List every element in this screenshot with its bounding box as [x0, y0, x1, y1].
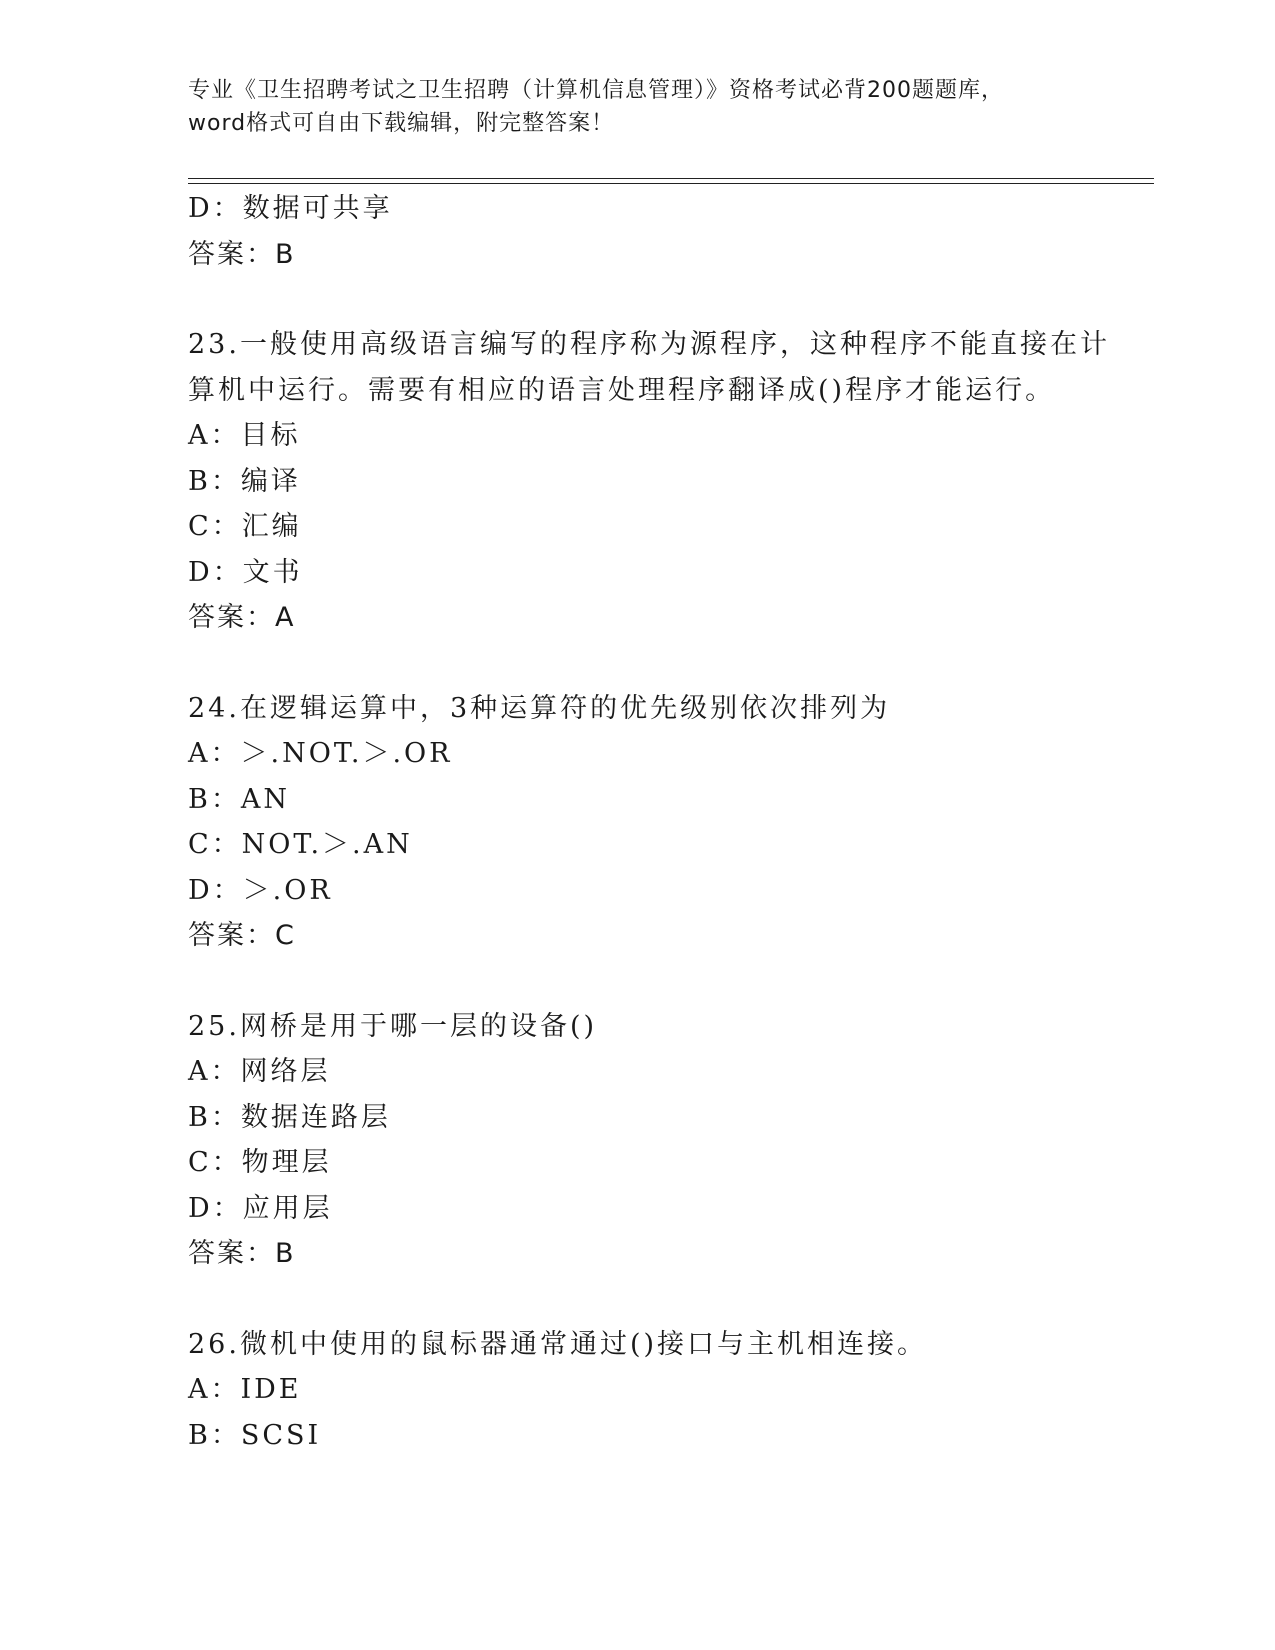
- option-b: B：数据连路层: [188, 1101, 391, 1133]
- option-c: C：汇编: [188, 511, 302, 542]
- answer-line: 答案：B: [188, 1238, 296, 1269]
- option-d: D：数据可共享: [188, 193, 393, 224]
- option-b: B：AN: [188, 783, 290, 815]
- header-rule-bottom: [188, 183, 1154, 184]
- document-header: [188, 74, 1068, 140]
- question-25-stem: 25.网桥是用于哪一层的设备(): [188, 1010, 598, 1042]
- question-23-stem-line-1: 23.一般使用高级语言编写的程序称为源程序，这种程序不能直接在计: [188, 329, 1110, 360]
- header-line-1: 专业《卫生招聘考试之卫生招聘（计算机信息管理）》资格考试必背200题题库，: [188, 78, 1004, 103]
- option-c: C：物理层: [188, 1147, 332, 1178]
- question-gap: [188, 641, 1088, 686]
- question-gap: [188, 277, 1088, 322]
- option-d: D：＞.OR: [188, 874, 333, 906]
- question-content: [188, 186, 1110, 1458]
- option-b: B：编译: [188, 465, 301, 497]
- answer-line: 答案：C: [188, 920, 296, 951]
- question-gap: [188, 959, 1088, 1004]
- option-a: A：IDE: [188, 1374, 302, 1405]
- answer-line: 答案：A: [188, 602, 296, 633]
- header-rule-top: [188, 178, 1154, 179]
- question-24-stem: 24.在逻辑运算中，3种运算符的优先级别依次排列为: [188, 692, 891, 724]
- question-23-stem-line-2: 算机中运行。需要有相应的语言处理程序翻译成()程序才能运行。: [188, 374, 1056, 406]
- option-a: A：＞.NOT.＞.OR: [188, 738, 453, 769]
- header-line-2: word格式可自由下载编辑，附完整答案！: [188, 111, 615, 136]
- option-c: C：NOT.＞.AN: [188, 829, 413, 860]
- option-a: A：网络层: [188, 1056, 331, 1087]
- option-d: D：应用层: [188, 1192, 333, 1224]
- option-d: D：文书: [188, 556, 303, 588]
- option-a: A：目标: [188, 420, 301, 451]
- option-b: B：SCSI: [188, 1419, 322, 1451]
- question-gap: [188, 1277, 1088, 1322]
- question-26-stem: 26.微机中使用的鼠标器通常通过()接口与主机相连接。: [188, 1328, 928, 1360]
- answer-line: 答案：B: [188, 238, 296, 270]
